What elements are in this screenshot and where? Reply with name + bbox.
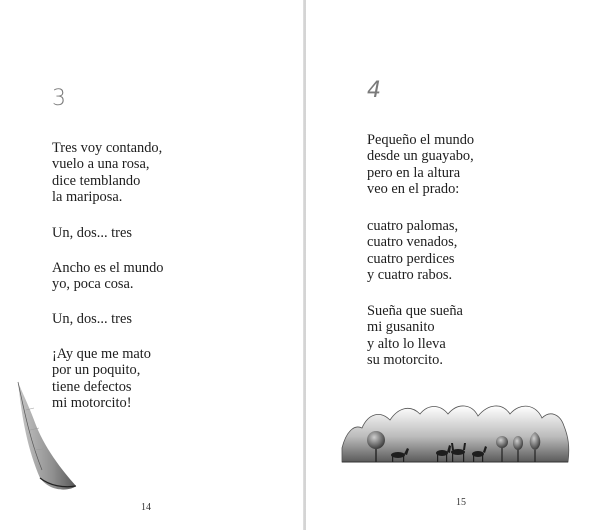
poem-line: ¡Ay que me mato [52, 346, 151, 362]
poem-number: 4 [367, 78, 381, 103]
poem-line: dice temblando [52, 172, 141, 189]
poem-line: veo en el prado: [367, 181, 460, 198]
poem-line: Un, dos... tres [52, 225, 132, 241]
poem-line: cuatro perdices [367, 250, 455, 267]
poem-line: y cuatro rabos. [367, 267, 453, 284]
poem-line: mi motorcito! [52, 395, 132, 412]
poem-line: tiene defectos [52, 378, 132, 395]
page-number: 14 [141, 502, 151, 513]
poem-line: cuatro palomas, [367, 218, 459, 234]
poem-line: pero en la altura [367, 164, 461, 181]
left-page [0, 0, 304, 530]
poem-line: la mariposa. [52, 189, 123, 206]
poem-line: y alto lo lleva [367, 335, 446, 352]
poem-line: su motorcito. [367, 352, 443, 369]
right-page [306, 0, 612, 530]
page-number: 15 [456, 497, 466, 508]
poem-line: desde un guayabo, [367, 148, 474, 165]
poem-line: Ancho es el mundo [52, 260, 164, 276]
poem-line: Sueña que sueña [367, 303, 463, 319]
poem-line: cuatro venados, [367, 234, 458, 251]
poem-line: por un poquito, [52, 362, 141, 379]
poem-line: Pequeño el mundo [367, 132, 475, 148]
meadow-illustration [306, 0, 612, 530]
poem-number: 3 [52, 86, 66, 111]
poem-line: vuelo a una rosa, [52, 156, 150, 173]
poem-line: mi gusanito [367, 319, 435, 336]
curled-leaf-illustration [0, 0, 304, 530]
poem-line: Un, dos... tres [52, 311, 132, 327]
poem-line: Tres voy contando, [52, 140, 163, 156]
poem-line: yo, poca cosa. [52, 276, 134, 293]
